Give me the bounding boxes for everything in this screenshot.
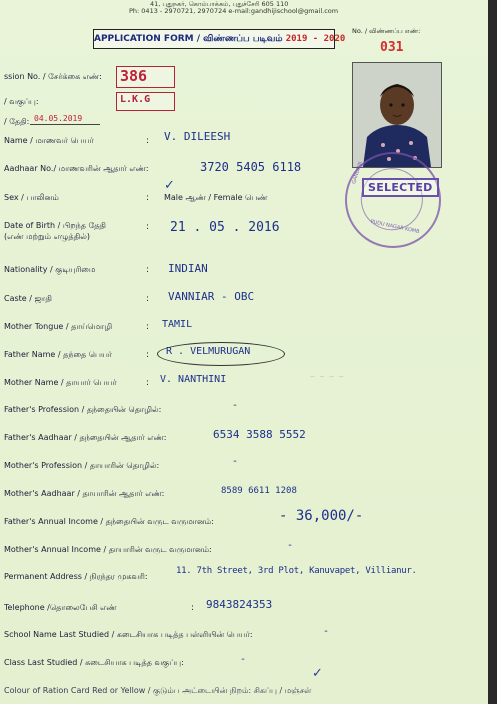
father-aadhaar-label: Father's Aadhaar / தந்தையின் ஆதார் எண்: xyxy=(4,433,167,442)
school-contact: Ph: 0413 - 2970721, 2970724 e-mail:gandhijischool@gmail.com xyxy=(129,7,339,15)
class-value: L.K.G xyxy=(120,94,151,105)
scan-edge xyxy=(488,0,497,704)
faint-bleedthrough-text: ~ ~ ~ ~ xyxy=(310,372,344,381)
mother-profession-value: - xyxy=(232,456,239,467)
form-title-text: APPLICATION FORM / விண்ணப்ப படிவம் xyxy=(94,34,286,44)
aadhaar-label: Aadhaar No./ மாணவரின் ஆதார் எண்: xyxy=(4,164,149,173)
father-name-value: R . VELMURUGAN xyxy=(166,346,251,357)
father-income-value: - 36,000/- xyxy=(279,508,364,524)
nationality-value: INDIAN xyxy=(168,262,208,275)
school-address: 41, புதுநகர், கொம்பாக்கம், புதுச்சேரி 605 110 xyxy=(150,0,289,8)
nationality-label: Nationality / குடியுரிமை xyxy=(4,265,96,274)
date-value: 04.05.2019 xyxy=(34,114,83,123)
mother-income-value: - xyxy=(287,540,294,551)
date-label: / தேதி: xyxy=(4,117,30,126)
form-title xyxy=(93,29,346,49)
ration-red-tick-icon: ✓ xyxy=(312,666,323,681)
name-label: Name / மாணவர் பெயர் xyxy=(4,136,94,145)
ration-card-label: Colour of Ration Card Red or Yellow / குடும்ப அட்டையின் நிறம்: சிகப்பு / மஞ்சள் xyxy=(4,686,312,695)
mother-tongue-label: Mother Tongue / தாய்மொழி xyxy=(4,322,113,331)
father-name-label: Father Name / தந்தை பெயர் xyxy=(4,350,112,359)
sex-label: Sex / பாலினம் xyxy=(4,193,59,202)
dob-value: 21 . 05 . 2016 xyxy=(170,220,280,235)
selected-stamp: SELECTED xyxy=(362,178,439,197)
application-number: 031 xyxy=(380,40,404,55)
admission-number-label: ssion No. / சேர்க்கை எண்: xyxy=(4,72,102,81)
male-tick-icon: ✓ xyxy=(164,178,175,193)
father-income-label: Father's Annual Income / தந்தையின் வருட வருமானம்: xyxy=(4,517,214,526)
mother-name-value: V. NANTHINI xyxy=(160,374,227,385)
telephone-label: Telephone /தொலைபேசி எண் xyxy=(4,603,117,612)
name-value: V. DILEESH xyxy=(164,130,231,143)
father-aadhaar-value: 6534 3588 5552 xyxy=(213,428,306,441)
last-school-label: School Name Last Studied / கடைசியாக படித்த பள்ளியின் பெயர்: xyxy=(4,630,253,639)
dob-label-line1: Date of Birth / பிறந்த தேதி xyxy=(4,221,106,230)
admission-number-value: 386 xyxy=(120,67,148,85)
address-value: 11. 7th Street, 3rd Plot, Kanuvapet, Villianur. xyxy=(176,566,417,576)
mother-income-label: Mother's Annual Income / தாயாரின் வருட வருமானம்: xyxy=(4,545,212,554)
last-class-label: Class Last Studied / கடைசியாக படித்த வகுப்பு: xyxy=(4,658,184,667)
caste-label: Caste / ஜாதி xyxy=(4,294,52,303)
telephone-value: 9843824353 xyxy=(206,598,273,611)
dob-label xyxy=(4,220,106,242)
stamp-ring-text-bottom: PUDU NAGAR KOMB xyxy=(369,218,420,236)
form-year: 2019 - 2020 xyxy=(285,34,346,44)
aadhaar-value: 3720 5405 6118 xyxy=(200,160,302,174)
father-profession-label: Father's Profession / தந்தையின் தொழில்: xyxy=(4,405,162,414)
mother-aadhaar-value: 8589 6611 1208 xyxy=(221,486,297,496)
last-class-value: - xyxy=(240,654,247,665)
father-profession-value: - xyxy=(232,400,239,411)
address-label: Permanent Address / நிரந்தர முகவரி: xyxy=(4,572,148,581)
mother-profession-label: Mother's Profession / தாயாரின் தொழில்: xyxy=(4,461,160,470)
stamp-ring-text-top: GANDHIJI xyxy=(351,161,364,185)
date-underline xyxy=(30,124,100,125)
mother-aadhaar-label: Mother's Aadhaar / தாயாரின் ஆதார் எண்: xyxy=(4,489,165,498)
application-number-label: No. / விண்ணப்ப எண்: xyxy=(352,27,421,35)
dob-label-line2: (எண் மற்றும் எழுத்தில்) xyxy=(4,232,90,241)
mother-name-label: Mother Name / தாயார் பெயர் xyxy=(4,378,117,387)
mother-tongue-value: TAMIL xyxy=(162,319,193,330)
last-school-value: - xyxy=(323,626,330,637)
sex-value: Male ஆண் / Female பெண் xyxy=(164,193,268,202)
caste-value: VANNIAR - OBC xyxy=(168,290,255,303)
class-label: / வகுப்பு: xyxy=(4,97,39,106)
